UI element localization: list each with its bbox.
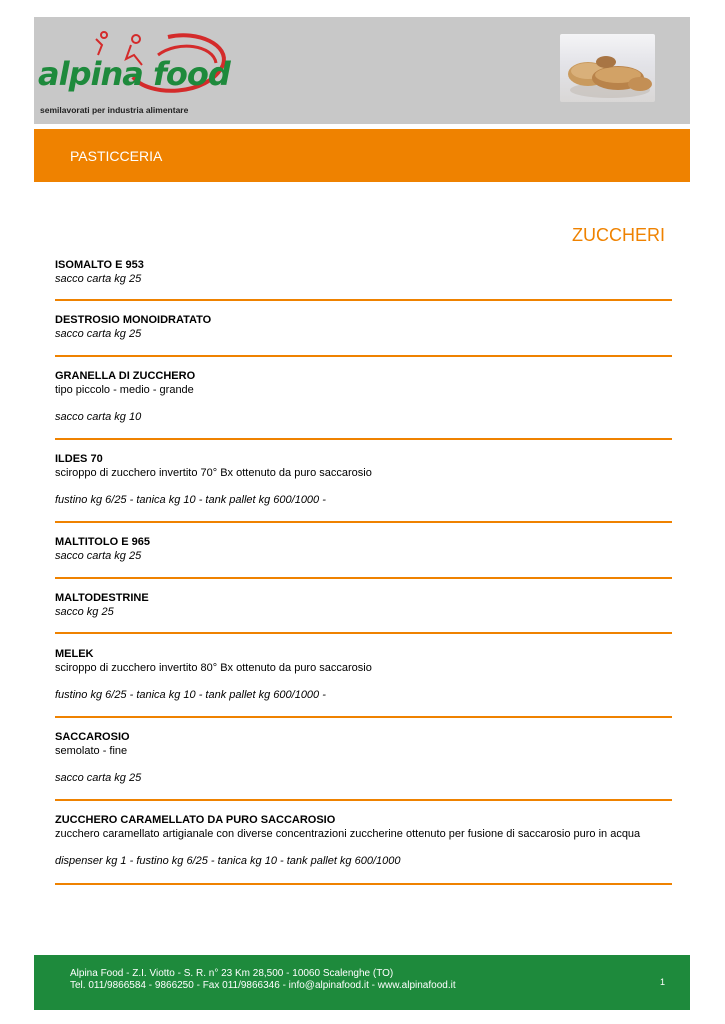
product-desc: sciroppo di zucchero invertito 70° Bx ottenuto da puro saccarosio [55,467,372,479]
biscuits-photo [560,34,655,102]
product-name: MALTODESTRINE [55,592,149,604]
list-item [55,648,672,718]
list-item [55,814,672,885]
logo-tagline: semilavorati per industria alimentare [40,105,189,115]
footer-contacts: Tel. 011/9866584 - 9866250 - Fax 011/9866346 - info@alpinafood.it - www.alpinafood.it [70,980,456,991]
list-item [55,314,672,357]
category-bar [34,129,690,182]
product-pack: sacco carta kg 25 [55,772,142,784]
product-name: GRANELLA DI ZUCCHERO [55,370,196,382]
page-footer [34,955,690,1010]
list-item [55,370,672,440]
footer-address: Alpina Food - Z.I. Viotto - S. R. n° 23 Km 28,500 - 10060 Scalenghe (TO) [70,968,394,979]
product-pack: fustino kg 6/25 - tanica kg 10 - tank pallet kg 600/1000 - [55,494,326,506]
product-name: ISOMALTO E 953 [55,259,144,271]
section-title: ZUCCHERI [572,225,665,245]
product-name: ILDES 70 [55,453,103,465]
product-name: MALTITOLO E 965 [55,536,150,548]
product-pack: sacco carta kg 25 [55,550,142,562]
product-pack: dispenser kg 1 - fustino kg 6/25 - tanica kg 10 - tank pallet kg 600/1000 [55,855,401,867]
page-number: 1 [659,977,665,987]
product-name: SACCAROSIO [55,731,130,743]
product-pack: sacco carta kg 25 [55,328,142,340]
product-desc: sciroppo di zucchero invertito 80° Bx ottenuto da puro saccarosio [55,662,372,674]
product-name: ZUCCHERO CARAMELLATO DA PURO SACCAROSIO [55,814,336,826]
list-item [55,592,672,634]
biscuits-image-icon [560,34,655,102]
page-header [34,17,690,124]
product-desc: tipo piccolo - medio - grande [55,384,194,396]
product-desc: zucchero caramellato artigianale con diverse concentrazioni zuccherine ottenuto per fusione di saccarosio puro in acqua [55,828,641,840]
product-name: DESTROSIO MONOIDRATATO [55,314,212,326]
category-label: PASTICCERIA [70,148,163,164]
list-item [55,453,672,523]
product-list [55,259,672,885]
list-item [55,259,672,301]
logo-text: alpina food [38,55,230,93]
product-pack: sacco carta kg 25 [55,273,142,285]
list-item [55,536,672,579]
product-pack: sacco kg 25 [55,606,114,618]
product-name: MELEK [55,648,94,660]
list-item [55,731,672,801]
product-pack: sacco carta kg 10 [55,411,142,423]
product-desc: semolato - fine [55,745,128,757]
product-pack: fustino kg 6/25 - tanica kg 10 - tank pallet kg 600/1000 - [55,689,326,701]
company-logo [38,25,238,120]
